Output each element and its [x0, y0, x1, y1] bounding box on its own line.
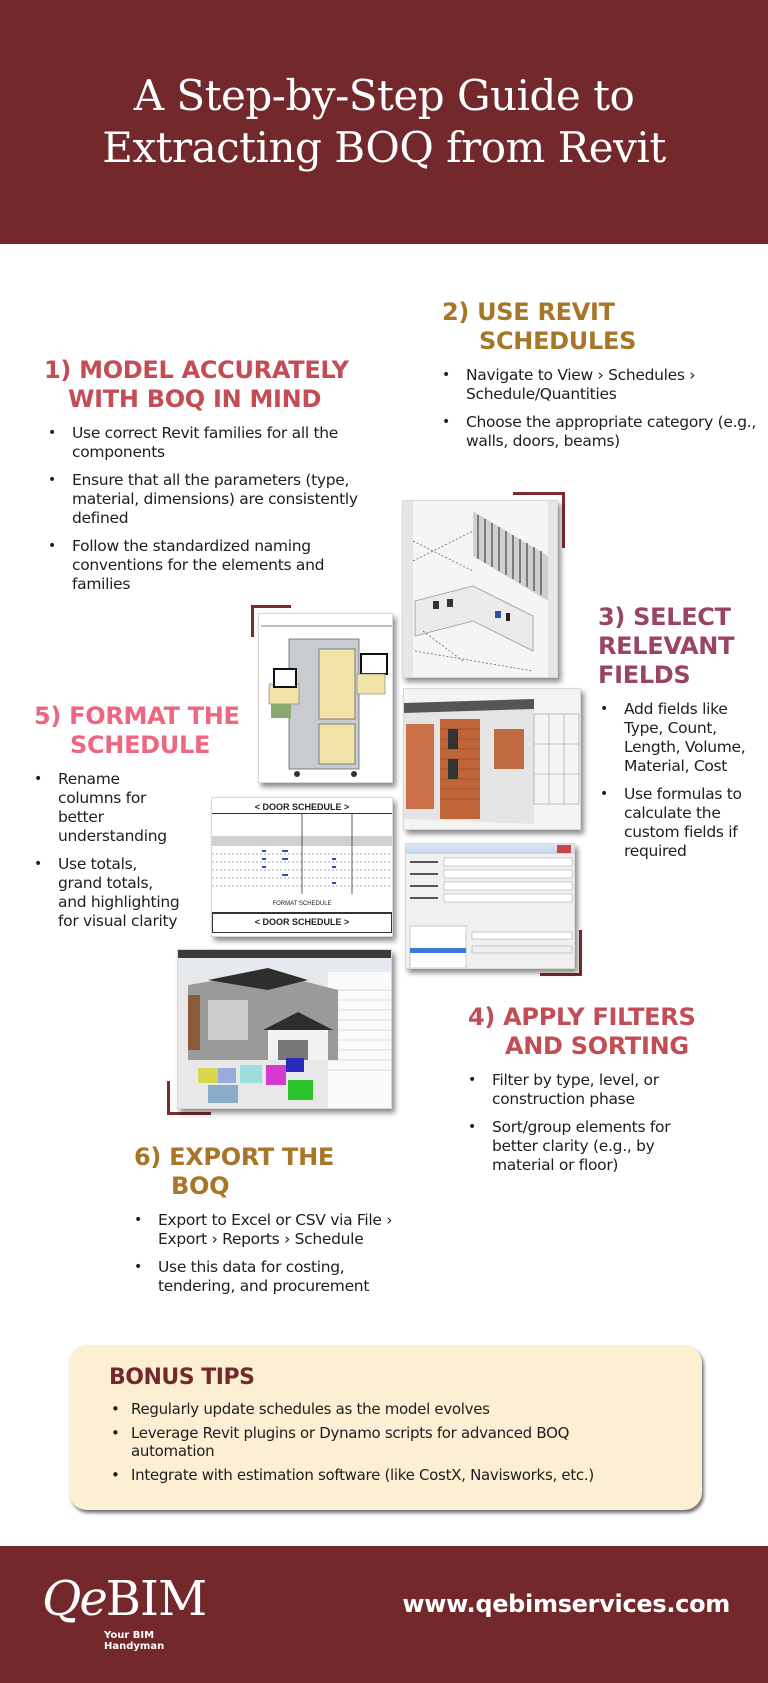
website-link[interactable]: www.qebimservices.com [402, 1590, 730, 1618]
schedule-title-bottom: < DOOR SCHEDULE > [212, 913, 392, 933]
list-item: • Integrate with estimation software (like CostX, Navisworks, etc.) [109, 1466, 662, 1484]
equipment-model-graphic [259, 614, 393, 783]
list-item: • Use totals, grand totals, and highlighting for visual clarity [34, 855, 184, 931]
step-1-heading: 1) MODEL ACCURATELY WITH BOQ IN MIND [44, 356, 349, 413]
header-banner [0, 0, 768, 244]
house-render-image [177, 949, 392, 1109]
list-item: • Ensure that all the parameters (type, material, dimensions) are consistently defined [48, 471, 364, 528]
list-item: • Use correct Revit families for all the components [48, 424, 364, 462]
equipment-model-image [258, 613, 393, 783]
list-item: • Filter by type, level, or construction phase [468, 1071, 678, 1109]
list-item: • Rename columns for better understanding [34, 770, 184, 846]
step-3-bullets [600, 700, 768, 861]
list-item: • Follow the standardized naming conventions for the elements and families [48, 537, 364, 594]
logo-tagline: Your BIM Handyman [104, 1630, 165, 1652]
building-render-image [403, 688, 581, 830]
building-render-graphic [404, 689, 581, 830]
dialog-titlebar [406, 844, 574, 854]
close-icon [557, 845, 571, 853]
step-4-heading: 4) APPLY FILTERS AND SORTING [468, 1003, 696, 1060]
schedule-footer-label: FORMAT SCHEDULE [212, 899, 392, 913]
step-6-section [134, 1143, 454, 1305]
page-title [102, 70, 665, 174]
step-6-bullets [134, 1211, 414, 1296]
schedule-table-graphic [212, 814, 393, 894]
step-4-section [468, 1003, 768, 1184]
step-4-bullets [468, 1071, 678, 1175]
step-2-bullets [442, 366, 762, 451]
logo-mark: QeBIM [42, 1571, 207, 1627]
list-item: • Choose the appropriate category (e.g., walls, doors, beams) [442, 413, 762, 451]
door-schedule-image [211, 797, 393, 937]
list-item: • Regularly update schedules as the model evolves [109, 1400, 662, 1418]
bonus-tips-box [69, 1345, 702, 1510]
isometric-model-image [402, 500, 558, 678]
dialog-fields-graphic [406, 854, 575, 969]
qebim-logo[interactable] [42, 1571, 212, 1652]
step-2-section [442, 298, 762, 460]
step-1-bullets [48, 424, 364, 594]
filter-dialog-image [405, 843, 575, 969]
step-3-heading: 3) SELECT RELEVANT FIELDS [598, 603, 735, 689]
footer-banner [0, 1546, 768, 1683]
list-item: • Sort/group elements for better clarity (e.g., by material or floor) [468, 1118, 678, 1175]
bonus-tips-heading: BONUS TIPS [109, 1365, 255, 1390]
list-item: • Add fields like Type, Count, Length, Volume, Material, Cost [600, 700, 768, 776]
step-2-heading: 2) USE REVIT SCHEDULES [442, 298, 637, 355]
house-render-graphic [178, 950, 392, 1109]
list-item: • Export to Excel or CSV via File › Export › Reports › Schedule [134, 1211, 414, 1249]
list-item: • Use this data for costing, tendering, and procurement [134, 1258, 414, 1296]
list-item: • Use formulas to calculate the custom fields if required [600, 785, 768, 861]
step-3-section [598, 603, 768, 870]
step-5-bullets [34, 770, 184, 931]
list-item: • Navigate to View › Schedules › Schedule/Quantities [442, 366, 762, 404]
bonus-tips-list [109, 1400, 662, 1484]
step-6-heading: 6) EXPORT THE BOQ [134, 1143, 334, 1200]
schedule-title-top: < DOOR SCHEDULE > [212, 798, 392, 814]
title-line-2: Extracting BOQ from Revit [102, 123, 666, 172]
isometric-model-graphic [403, 501, 558, 678]
title-line-1: A Step-by-Step Guide to [133, 71, 635, 120]
step-5-heading: 5) FORMAT THE SCHEDULE [34, 702, 240, 759]
step-1-section [44, 356, 364, 603]
list-item: • Leverage Revit plugins or Dynamo scripts for advanced BOQ automation [109, 1424, 579, 1460]
